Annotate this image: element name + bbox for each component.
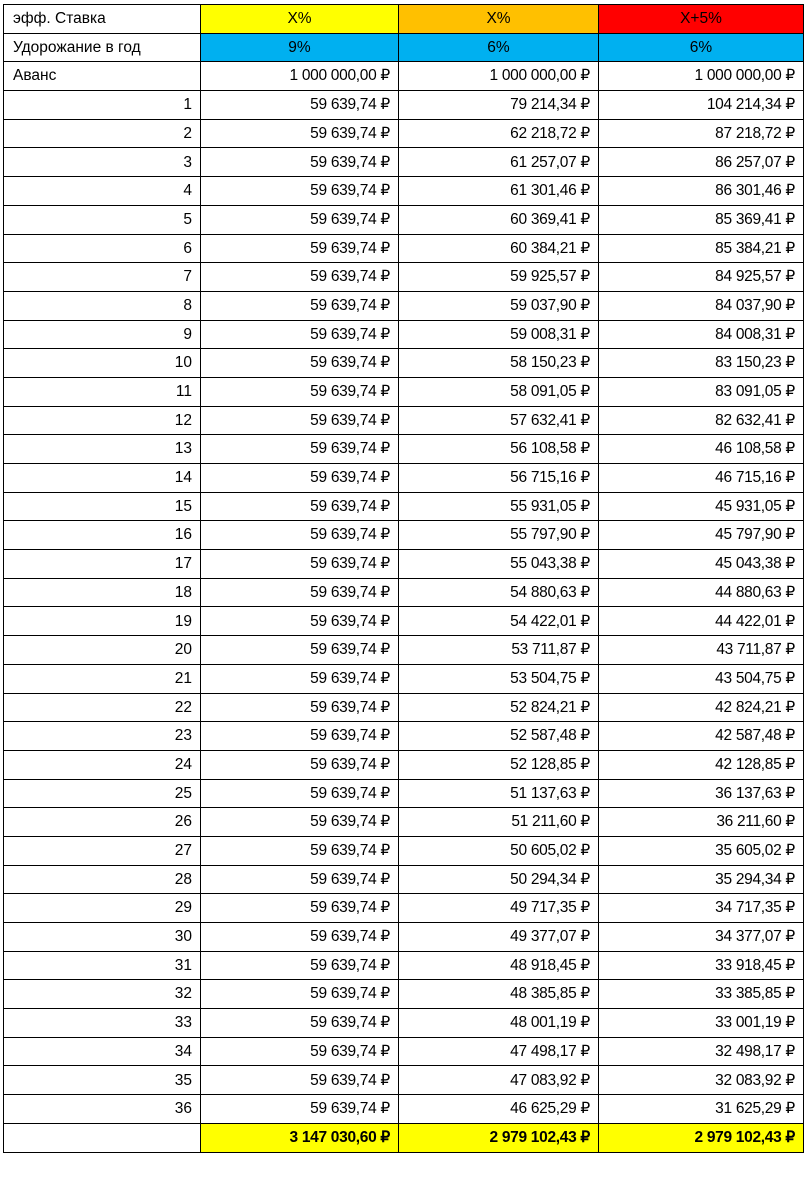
payment-cell-2[interactable]: 46 625,29 ₽ — [399, 1095, 599, 1124]
payment-cell-1[interactable]: 59 639,74 ₽ — [201, 377, 399, 406]
month-number-cell[interactable]: 14 — [4, 464, 201, 493]
table-row — [4, 894, 804, 923]
month-number-cell[interactable]: 36 — [4, 1095, 201, 1124]
payment-cell-1[interactable]: 59 639,74 ₽ — [201, 693, 399, 722]
rate-cell-1[interactable]: X% — [201, 5, 399, 34]
table-row — [4, 607, 804, 636]
growth-cell-2[interactable]: 6% — [399, 33, 599, 62]
table-row — [4, 435, 804, 464]
table-row — [4, 951, 804, 980]
advance-label[interactable]: Аванс — [4, 62, 201, 91]
payment-cell-2[interactable]: 53 504,75 ₽ — [399, 664, 599, 693]
payment-cell-1[interactable]: 59 639,74 ₽ — [201, 291, 399, 320]
growth-label[interactable]: Удорожание в год — [4, 33, 201, 62]
payment-cell-3[interactable]: 32 498,17 ₽ — [599, 1037, 804, 1066]
table-row — [4, 320, 804, 349]
payment-cell-2[interactable]: 48 385,85 ₽ — [399, 980, 599, 1009]
payment-cell-2[interactable]: 56 715,16 ₽ — [399, 464, 599, 493]
table-row — [4, 779, 804, 808]
payment-cell-1[interactable]: 59 639,74 ₽ — [201, 607, 399, 636]
table-row — [4, 578, 804, 607]
month-number-cell[interactable]: 16 — [4, 521, 201, 550]
table-row — [4, 722, 804, 751]
month-number-cell[interactable]: 27 — [4, 836, 201, 865]
payment-cell-1[interactable]: 59 639,74 ₽ — [201, 1009, 399, 1038]
table-row — [4, 1037, 804, 1066]
payment-cell-1[interactable]: 59 639,74 ₽ — [201, 177, 399, 206]
table-row — [4, 836, 804, 865]
payment-cell-2[interactable]: 52 128,85 ₽ — [399, 750, 599, 779]
payment-cell-1[interactable]: 59 639,74 ₽ — [201, 865, 399, 894]
payment-cell-3[interactable]: 36 211,60 ₽ — [599, 808, 804, 837]
month-number-cell[interactable]: 5 — [4, 205, 201, 234]
table-row — [4, 119, 804, 148]
payment-cell-1[interactable]: 59 639,74 ₽ — [201, 1037, 399, 1066]
payment-cell-1[interactable]: 59 639,74 ₽ — [201, 779, 399, 808]
table-row — [4, 980, 804, 1009]
payment-cell-2[interactable]: 49 377,07 ₽ — [399, 923, 599, 952]
payment-cell-3[interactable]: 45 797,90 ₽ — [599, 521, 804, 550]
payment-cell-1[interactable]: 59 639,74 ₽ — [201, 406, 399, 435]
total-cell-2[interactable]: 2 979 102,43 ₽ — [399, 1123, 599, 1152]
month-number-cell[interactable]: 34 — [4, 1037, 201, 1066]
rate-label[interactable]: эфф. Ставка — [4, 5, 201, 34]
payment-cell-3[interactable]: 86 257,07 ₽ — [599, 148, 804, 177]
total-cell-1[interactable]: 3 147 030,60 ₽ — [201, 1123, 399, 1152]
month-number-cell[interactable]: 33 — [4, 1009, 201, 1038]
payment-cell-3[interactable]: 46 108,58 ₽ — [599, 435, 804, 464]
payment-cell-3[interactable]: 34 717,35 ₽ — [599, 894, 804, 923]
payment-cell-3[interactable]: 36 137,63 ₽ — [599, 779, 804, 808]
table-row — [4, 664, 804, 693]
payment-cell-2[interactable]: 57 632,41 ₽ — [399, 406, 599, 435]
rate-cell-2[interactable]: X% — [399, 5, 599, 34]
rate-row — [4, 5, 804, 34]
month-number-cell[interactable]: 15 — [4, 492, 201, 521]
payment-cell-1[interactable]: 59 639,74 ₽ — [201, 119, 399, 148]
payment-cell-3[interactable]: 45 043,38 ₽ — [599, 550, 804, 579]
payment-cell-2[interactable]: 54 880,63 ₽ — [399, 578, 599, 607]
payment-cell-1[interactable]: 59 639,74 ₽ — [201, 836, 399, 865]
table-row — [4, 205, 804, 234]
payment-cell-2[interactable]: 48 918,45 ₽ — [399, 951, 599, 980]
table-row — [4, 349, 804, 378]
month-number-cell[interactable]: 6 — [4, 234, 201, 263]
payment-cell-3[interactable]: 33 385,85 ₽ — [599, 980, 804, 1009]
payment-cell-3[interactable]: 44 422,01 ₽ — [599, 607, 804, 636]
payment-cell-3[interactable]: 31 625,29 ₽ — [599, 1095, 804, 1124]
table-row — [4, 234, 804, 263]
payment-cell-3[interactable]: 84 008,31 ₽ — [599, 320, 804, 349]
table-row — [4, 492, 804, 521]
month-number-cell[interactable]: 12 — [4, 406, 201, 435]
payment-cell-1[interactable]: 59 639,74 ₽ — [201, 980, 399, 1009]
month-number-cell[interactable]: 10 — [4, 349, 201, 378]
payment-cell-1[interactable]: 59 639,74 ₽ — [201, 923, 399, 952]
table-row — [4, 377, 804, 406]
payment-cell-3[interactable]: 42 824,21 ₽ — [599, 693, 804, 722]
payment-cell-3[interactable]: 33 918,45 ₽ — [599, 951, 804, 980]
payment-cell-2[interactable]: 47 498,17 ₽ — [399, 1037, 599, 1066]
payment-cell-2[interactable]: 60 384,21 ₽ — [399, 234, 599, 263]
advance-cell-2[interactable]: 1 000 000,00 ₽ — [399, 62, 599, 91]
payment-cell-1[interactable]: 59 639,74 ₽ — [201, 808, 399, 837]
payment-cell-1[interactable]: 59 639,74 ₽ — [201, 951, 399, 980]
payment-cell-2[interactable]: 58 150,23 ₽ — [399, 349, 599, 378]
payment-cell-2[interactable]: 79 214,34 ₽ — [399, 91, 599, 120]
table-row — [4, 1095, 804, 1124]
payment-cell-2[interactable]: 56 108,58 ₽ — [399, 435, 599, 464]
month-number-cell[interactable]: 3 — [4, 148, 201, 177]
table-row — [4, 550, 804, 579]
payment-cell-1[interactable]: 59 639,74 ₽ — [201, 1095, 399, 1124]
payment-cell-3[interactable]: 84 037,90 ₽ — [599, 291, 804, 320]
payment-cell-1[interactable]: 59 639,74 ₽ — [201, 521, 399, 550]
month-number-cell[interactable]: 24 — [4, 750, 201, 779]
payment-cell-3[interactable]: 104 214,34 ₽ — [599, 91, 804, 120]
payment-cell-2[interactable]: 51 211,60 ₽ — [399, 808, 599, 837]
payment-cell-2[interactable]: 59 037,90 ₽ — [399, 291, 599, 320]
payment-cell-1[interactable]: 59 639,74 ₽ — [201, 435, 399, 464]
payment-cell-3[interactable]: 86 301,46 ₽ — [599, 177, 804, 206]
payment-cell-2[interactable]: 59 008,31 ₽ — [399, 320, 599, 349]
month-number-cell[interactable]: 19 — [4, 607, 201, 636]
payment-cell-2[interactable]: 47 083,92 ₽ — [399, 1066, 599, 1095]
table-row — [4, 464, 804, 493]
payment-cell-2[interactable]: 52 824,21 ₽ — [399, 693, 599, 722]
payment-cell-1[interactable]: 59 639,74 ₽ — [201, 91, 399, 120]
payment-cell-3[interactable]: 87 218,72 ₽ — [599, 119, 804, 148]
payment-cell-2[interactable]: 51 137,63 ₽ — [399, 779, 599, 808]
table-row — [4, 291, 804, 320]
payment-cell-3[interactable]: 42 587,48 ₽ — [599, 722, 804, 751]
payment-cell-2[interactable]: 53 711,87 ₽ — [399, 636, 599, 665]
growth-row — [4, 33, 804, 62]
month-number-cell[interactable]: 28 — [4, 865, 201, 894]
payment-cell-2[interactable]: 49 717,35 ₽ — [399, 894, 599, 923]
payment-cell-3[interactable]: 84 925,57 ₽ — [599, 263, 804, 292]
month-number-cell[interactable]: 26 — [4, 808, 201, 837]
advance-cell-1[interactable]: 1 000 000,00 ₽ — [201, 62, 399, 91]
payment-cell-1[interactable]: 59 639,74 ₽ — [201, 1066, 399, 1095]
payment-cell-1[interactable]: 59 639,74 ₽ — [201, 464, 399, 493]
month-number-cell[interactable]: 4 — [4, 177, 201, 206]
payment-cell-1[interactable]: 59 639,74 ₽ — [201, 750, 399, 779]
table-row — [4, 148, 804, 177]
month-number-cell[interactable]: 7 — [4, 263, 201, 292]
payment-cell-2[interactable]: 50 294,34 ₽ — [399, 865, 599, 894]
payment-cell-2[interactable]: 55 043,38 ₽ — [399, 550, 599, 579]
payment-cell-3[interactable]: 85 384,21 ₽ — [599, 234, 804, 263]
payment-cell-2[interactable]: 62 218,72 ₽ — [399, 119, 599, 148]
payment-cell-1[interactable]: 59 639,74 ₽ — [201, 148, 399, 177]
growth-cell-1[interactable]: 9% — [201, 33, 399, 62]
payment-cell-2[interactable]: 61 301,46 ₽ — [399, 177, 599, 206]
rate-cell-3[interactable]: X+5% — [599, 5, 804, 34]
payment-cell-3[interactable]: 35 605,02 ₽ — [599, 836, 804, 865]
month-number-cell[interactable]: 32 — [4, 980, 201, 1009]
table-row — [4, 750, 804, 779]
payment-cell-2[interactable]: 54 422,01 ₽ — [399, 607, 599, 636]
payment-cell-1[interactable]: 59 639,74 ₽ — [201, 492, 399, 521]
payment-cell-2[interactable]: 48 001,19 ₽ — [399, 1009, 599, 1038]
payment-cell-3[interactable]: 83 150,23 ₽ — [599, 349, 804, 378]
payment-cell-1[interactable]: 59 639,74 ₽ — [201, 664, 399, 693]
table-row — [4, 808, 804, 837]
payment-cell-1[interactable]: 59 639,74 ₽ — [201, 349, 399, 378]
payment-cell-1[interactable]: 59 639,74 ₽ — [201, 578, 399, 607]
payment-cell-3[interactable]: 35 294,34 ₽ — [599, 865, 804, 894]
table-row — [4, 521, 804, 550]
payment-cell-2[interactable]: 60 369,41 ₽ — [399, 205, 599, 234]
payment-cell-2[interactable]: 52 587,48 ₽ — [399, 722, 599, 751]
payment-cell-3[interactable]: 42 128,85 ₽ — [599, 750, 804, 779]
month-number-cell[interactable]: 29 — [4, 894, 201, 923]
payment-cell-2[interactable]: 61 257,07 ₽ — [399, 148, 599, 177]
payment-cell-3[interactable]: 43 711,87 ₽ — [599, 636, 804, 665]
month-number-cell[interactable]: 20 — [4, 636, 201, 665]
month-number-cell[interactable]: 2 — [4, 119, 201, 148]
month-number-cell[interactable]: 11 — [4, 377, 201, 406]
table-row — [4, 91, 804, 120]
payment-cell-2[interactable]: 50 605,02 ₽ — [399, 836, 599, 865]
growth-cell-3[interactable]: 6% — [599, 33, 804, 62]
payment-cell-3[interactable]: 44 880,63 ₽ — [599, 578, 804, 607]
payment-cell-3[interactable]: 32 083,92 ₽ — [599, 1066, 804, 1095]
payment-cell-3[interactable]: 82 632,41 ₽ — [599, 406, 804, 435]
payment-table — [3, 4, 804, 1153]
total-label-cell[interactable] — [4, 1123, 201, 1152]
month-number-cell[interactable]: 25 — [4, 779, 201, 808]
payment-cell-2[interactable]: 58 091,05 ₽ — [399, 377, 599, 406]
table-row — [4, 923, 804, 952]
payment-cell-2[interactable]: 59 925,57 ₽ — [399, 263, 599, 292]
month-number-cell[interactable]: 13 — [4, 435, 201, 464]
payment-cell-1[interactable]: 59 639,74 ₽ — [201, 205, 399, 234]
table-row — [4, 636, 804, 665]
month-number-cell[interactable]: 18 — [4, 578, 201, 607]
table-row — [4, 263, 804, 292]
payment-cell-1[interactable]: 59 639,74 ₽ — [201, 263, 399, 292]
table-row — [4, 1066, 804, 1095]
month-number-cell[interactable]: 22 — [4, 693, 201, 722]
payment-cell-1[interactable]: 59 639,74 ₽ — [201, 894, 399, 923]
month-number-cell[interactable]: 1 — [4, 91, 201, 120]
month-number-cell[interactable]: 17 — [4, 550, 201, 579]
payment-cell-1[interactable]: 59 639,74 ₽ — [201, 550, 399, 579]
payment-cell-3[interactable]: 85 369,41 ₽ — [599, 205, 804, 234]
month-number-cell[interactable]: 23 — [4, 722, 201, 751]
payment-cell-2[interactable]: 55 931,05 ₽ — [399, 492, 599, 521]
payment-cell-1[interactable]: 59 639,74 ₽ — [201, 636, 399, 665]
month-number-cell[interactable]: 9 — [4, 320, 201, 349]
payment-cell-1[interactable]: 59 639,74 ₽ — [201, 320, 399, 349]
table-row — [4, 1009, 804, 1038]
advance-row — [4, 62, 804, 91]
month-number-cell[interactable]: 8 — [4, 291, 201, 320]
month-number-cell[interactable]: 30 — [4, 923, 201, 952]
payment-cell-1[interactable]: 59 639,74 ₽ — [201, 234, 399, 263]
payment-cell-3[interactable]: 33 001,19 ₽ — [599, 1009, 804, 1038]
payment-cell-3[interactable]: 34 377,07 ₽ — [599, 923, 804, 952]
payment-cell-3[interactable]: 83 091,05 ₽ — [599, 377, 804, 406]
table-row — [4, 177, 804, 206]
total-row — [4, 1123, 804, 1152]
table-row — [4, 865, 804, 894]
total-cell-3[interactable]: 2 979 102,43 ₽ — [599, 1123, 804, 1152]
month-number-cell[interactable]: 35 — [4, 1066, 201, 1095]
table-row — [4, 406, 804, 435]
payment-cell-2[interactable]: 55 797,90 ₽ — [399, 521, 599, 550]
payment-cell-3[interactable]: 43 504,75 ₽ — [599, 664, 804, 693]
table-row — [4, 693, 804, 722]
payment-cell-1[interactable]: 59 639,74 ₽ — [201, 722, 399, 751]
advance-cell-3[interactable]: 1 000 000,00 ₽ — [599, 62, 804, 91]
payment-cell-3[interactable]: 46 715,16 ₽ — [599, 464, 804, 493]
month-number-cell[interactable]: 31 — [4, 951, 201, 980]
payment-cell-3[interactable]: 45 931,05 ₽ — [599, 492, 804, 521]
month-number-cell[interactable]: 21 — [4, 664, 201, 693]
